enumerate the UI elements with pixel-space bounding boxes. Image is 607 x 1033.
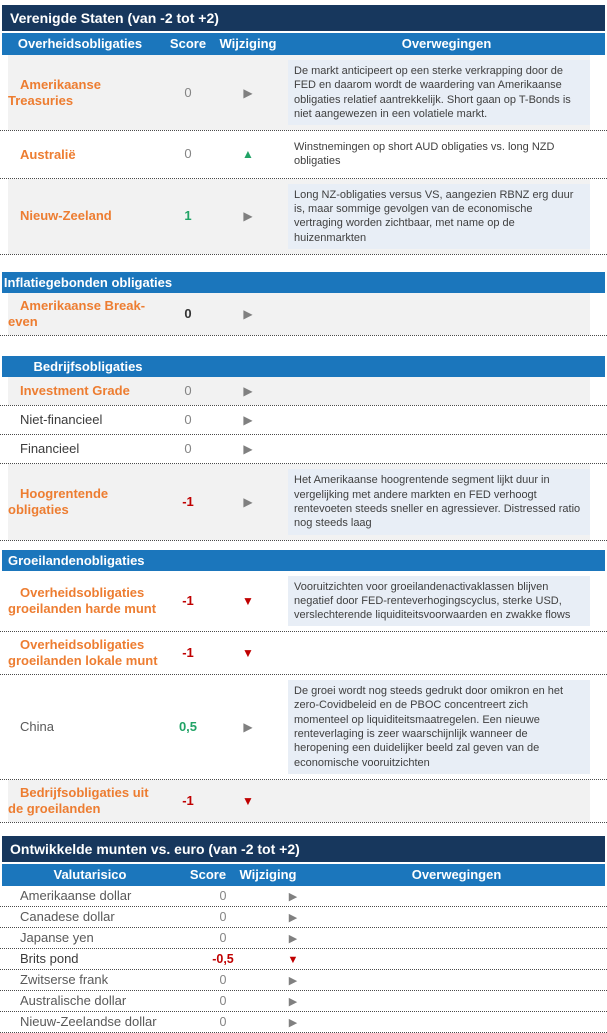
row-label: Zwitserse frank [20,971,109,987]
row-label: Australië [20,146,76,162]
row-label-cell [8,930,178,946]
score-cell [158,305,218,323]
change-cell [218,440,278,458]
change-cell [218,305,278,323]
score-cell [178,908,268,926]
right-arrow-icon: ▶ [288,974,298,987]
row-label: Canadese dollar [20,908,115,924]
row-inner [8,949,590,969]
subsection-title-bar [2,550,605,571]
row-inner [8,131,590,178]
score-cell [178,992,268,1010]
change-cell [268,1013,318,1031]
section-title-bar [2,5,605,31]
row-label-cell [8,951,178,967]
right-arrow-icon: ▶ [243,442,253,457]
score-cell [178,929,268,947]
table-row [0,435,607,464]
considerations-text: Long NZ-obligaties versus VS, aangezien RBNZ erg duur is, maar sommige gevolgen van de economische vertraging worden zichtbaar, met name op de huizenmarkten [288,184,590,249]
row-inner [8,293,590,335]
change-cell [268,887,318,905]
score-value: 0 [184,441,192,457]
row-label: Overheidsobligaties groeilanden lokale munt [8,637,158,669]
table-row [0,406,607,435]
right-arrow-icon: ▶ [243,494,253,509]
table-row [0,928,607,949]
column-header-change-label: Wijziging [239,866,297,882]
column-header-row [2,33,605,55]
row-inner [8,464,590,539]
row-label: Bedrijfsobligaties uit de groeilanden [8,784,149,816]
score-value: -1 [182,592,194,608]
table-row [0,907,607,928]
score-cell [158,207,218,225]
score-cell [158,644,218,662]
section-title: Ontwikkelde munten vs. euro (van -2 tot +2) [10,840,300,857]
score-value: 0 [219,972,227,987]
score-value: 0 [184,383,192,399]
row-inner [8,377,590,405]
considerations-cell [278,469,590,534]
score-value: -1 [182,493,194,509]
score-value: -1 [182,645,194,661]
score-cell [178,971,268,989]
subsection-title: Bedrijfsobligaties [33,359,143,375]
table-row [0,970,607,991]
score-value: -1 [182,792,194,808]
row-label: Financieel [20,441,80,457]
section-title: Verenigde Staten (van -2 tot +2) [10,10,219,26]
score-cell [158,440,218,458]
right-arrow-icon: ▶ [243,384,253,399]
score-cell [158,411,218,429]
table-row [0,571,607,633]
right-arrow-icon: ▶ [288,911,298,924]
considerations-cell [278,576,590,627]
section-gap [0,823,607,836]
score-cell [158,145,218,163]
column-header-score-label: Score [169,36,207,51]
row-label-cell [8,972,178,988]
down-arrow-icon: ▼ [242,646,254,661]
change-cell [218,792,278,810]
considerations-cell [278,184,590,249]
right-arrow-icon: ▶ [243,307,253,322]
right-arrow-icon: ▶ [288,1016,298,1029]
row-label: Amerikaanse Treasuries [8,76,101,108]
score-value: 0 [184,146,192,162]
score-cell [158,592,218,610]
row-label-cell [8,486,158,518]
score-value: 0 [184,306,192,322]
section-gap [0,255,607,272]
section-title-bar [2,836,605,862]
column-header-row [2,864,605,886]
considerations-cell [278,136,590,173]
score-cell [178,887,268,905]
column-header-considerations [278,36,605,51]
row-inner [8,928,590,948]
score-cell [158,718,218,736]
row-label-cell [8,147,158,163]
considerations-text: Winstnemingen op short AUD obligaties vs. long NZD obligaties [294,141,555,168]
row-label-cell [8,298,158,330]
section-gap [0,336,607,356]
subsection-title: Groeilandenobligaties [8,552,145,568]
change-cell [218,592,278,610]
down-arrow-icon: ▼ [242,793,254,808]
considerations-text: Het Amerikaanse hoogrentende segment lijkt duur in vergelijking met andere markten en FED verhoogt rentevoeten steeds sneller en agressiever. Distressed ratio nog steeds laag [288,469,590,534]
column-header-change-label: Wijziging [219,36,277,51]
column-header-assets [2,36,158,51]
column-header-score [178,867,238,882]
score-value: 0 [219,888,227,903]
considerations-text: De markt anticipeert op een sterke verkrapping door de FED en daarom wordt de waardering van Amerikaanse obligaties relatief aantrekkelijk. Short gaan op T-Bonds is niet aangewezen in een volatiele markt. [288,60,590,125]
right-arrow-icon: ▶ [288,932,298,945]
right-arrow-icon: ▶ [243,720,253,735]
row-label: Overheidsobligaties groeilanden harde munt [8,585,157,616]
change-cell [218,145,278,163]
table-row [0,991,607,1012]
row-label-cell [8,719,158,735]
table-row [0,780,607,823]
right-arrow-icon: ▶ [243,85,253,100]
change-cell [218,207,278,225]
change-cell [268,929,318,947]
considerations-cell [278,680,590,774]
table-row [0,179,607,255]
row-label: Brits pond [20,950,79,966]
score-value: -0,5 [212,951,234,966]
change-cell [268,908,318,926]
right-arrow-icon: ▶ [288,890,298,903]
row-inner [8,886,590,906]
row-label-cell [8,585,158,617]
row-label-cell [8,637,158,669]
row-inner [8,991,590,1011]
score-cell [178,950,268,968]
row-label-cell [8,383,158,399]
column-header-score-label: Score [189,866,227,882]
table-row [0,377,607,406]
row-label: Amerikaanse dollar [20,887,132,903]
row-label-cell [8,412,158,428]
change-cell [218,493,278,511]
score-cell [178,1013,268,1031]
column-header-change [218,36,278,51]
row-inner [8,780,590,822]
row-label-cell [8,208,158,224]
score-value: 0 [219,1014,227,1029]
row-label: Nieuw-Zeelandse dollar [20,1013,157,1029]
table-row [0,949,607,970]
section-gap [0,541,607,550]
column-header-assets [2,867,178,882]
subsection-title-bar [2,356,605,377]
right-arrow-icon: ▶ [243,413,253,428]
column-header-considerations [298,867,605,882]
right-arrow-icon: ▶ [243,209,253,224]
change-cell [268,971,318,989]
column-header-score [158,36,218,51]
row-label-cell [8,77,158,109]
change-cell [218,644,278,662]
change-cell [218,382,278,400]
row-inner [8,970,590,990]
score-value: 0 [184,84,192,100]
column-header-assets-label: Overheidsobligaties [17,36,143,51]
change-cell [218,718,278,736]
score-value: 1 [184,208,192,224]
row-inner [8,406,590,434]
row-label: Australische dollar [20,992,127,1008]
column-header-considerations-label: Overwegingen [411,866,502,882]
row-label-cell [8,909,178,925]
table-row [0,464,607,540]
change-cell [268,992,318,1010]
right-arrow-icon: ▶ [288,995,298,1008]
score-value: 0 [219,930,227,945]
score-cell [158,382,218,400]
down-arrow-icon: ▼ [287,953,299,966]
score-cell [158,84,218,102]
row-label-cell [8,785,158,817]
row-inner [8,632,590,674]
change-cell [268,950,318,968]
table-row [0,632,607,675]
column-header-assets-label: Valutarisico [53,866,127,882]
change-cell [218,84,278,102]
down-arrow-icon: ▼ [242,593,254,608]
row-label-cell [8,1014,178,1030]
row-label-cell [8,993,178,1009]
row-label: Amerikaanse Break-even [8,298,146,330]
column-header-change [238,867,298,882]
score-value: 0,5 [178,719,198,735]
up-arrow-icon: ▲ [242,147,254,162]
row-inner [8,55,590,130]
row-label: Nieuw-Zeeland [20,208,112,224]
row-inner [8,1012,590,1032]
subsection-title: Inflatiegebonden obligaties [3,274,173,290]
table-row [0,675,607,780]
row-label: Niet-financieel [20,412,103,428]
row-inner [8,675,590,779]
row-inner [8,435,590,463]
row-label: China [20,719,54,735]
subsection-title-bar [2,272,605,293]
row-label-cell [8,441,158,457]
table-row [0,55,607,131]
row-label-cell [8,888,178,904]
considerations-text: Vooruitzichten voor groeilandenactivaklassen blijven negatief door FED-renteverhogingscyclus, sterke USD, verslechterende liquiditeitsvoorwaarden en zwakke flows [288,576,590,627]
table-row [0,1012,607,1033]
row-label: Investment Grade [20,383,130,399]
score-value: 0 [184,412,192,428]
table-row [0,293,607,336]
table-row [0,886,607,907]
row-label: Hoogrentende obligaties [8,486,109,517]
score-value: 0 [219,993,227,1008]
change-cell [218,411,278,429]
row-label: Japanse yen [20,929,94,945]
score-cell [158,792,218,810]
column-header-considerations-label: Overwegingen [401,36,492,51]
row-inner [8,571,590,632]
row-inner [8,907,590,927]
table-row [0,131,607,179]
considerations-text: De groei wordt nog steeds gedrukt door omikron en het zero-Covidbeleid en de PBOC concentreert zich momenteel op liquiditeitsmaatregelen. Een nieuwe renteverlaging is zeer waarschijnlijk wanneer de heropening een duidelijker beeld zal geven van de economische vooruitzichten [288,680,590,774]
row-inner [8,179,590,254]
score-cell [158,493,218,511]
score-value: 0 [219,909,227,924]
considerations-cell [278,60,590,125]
